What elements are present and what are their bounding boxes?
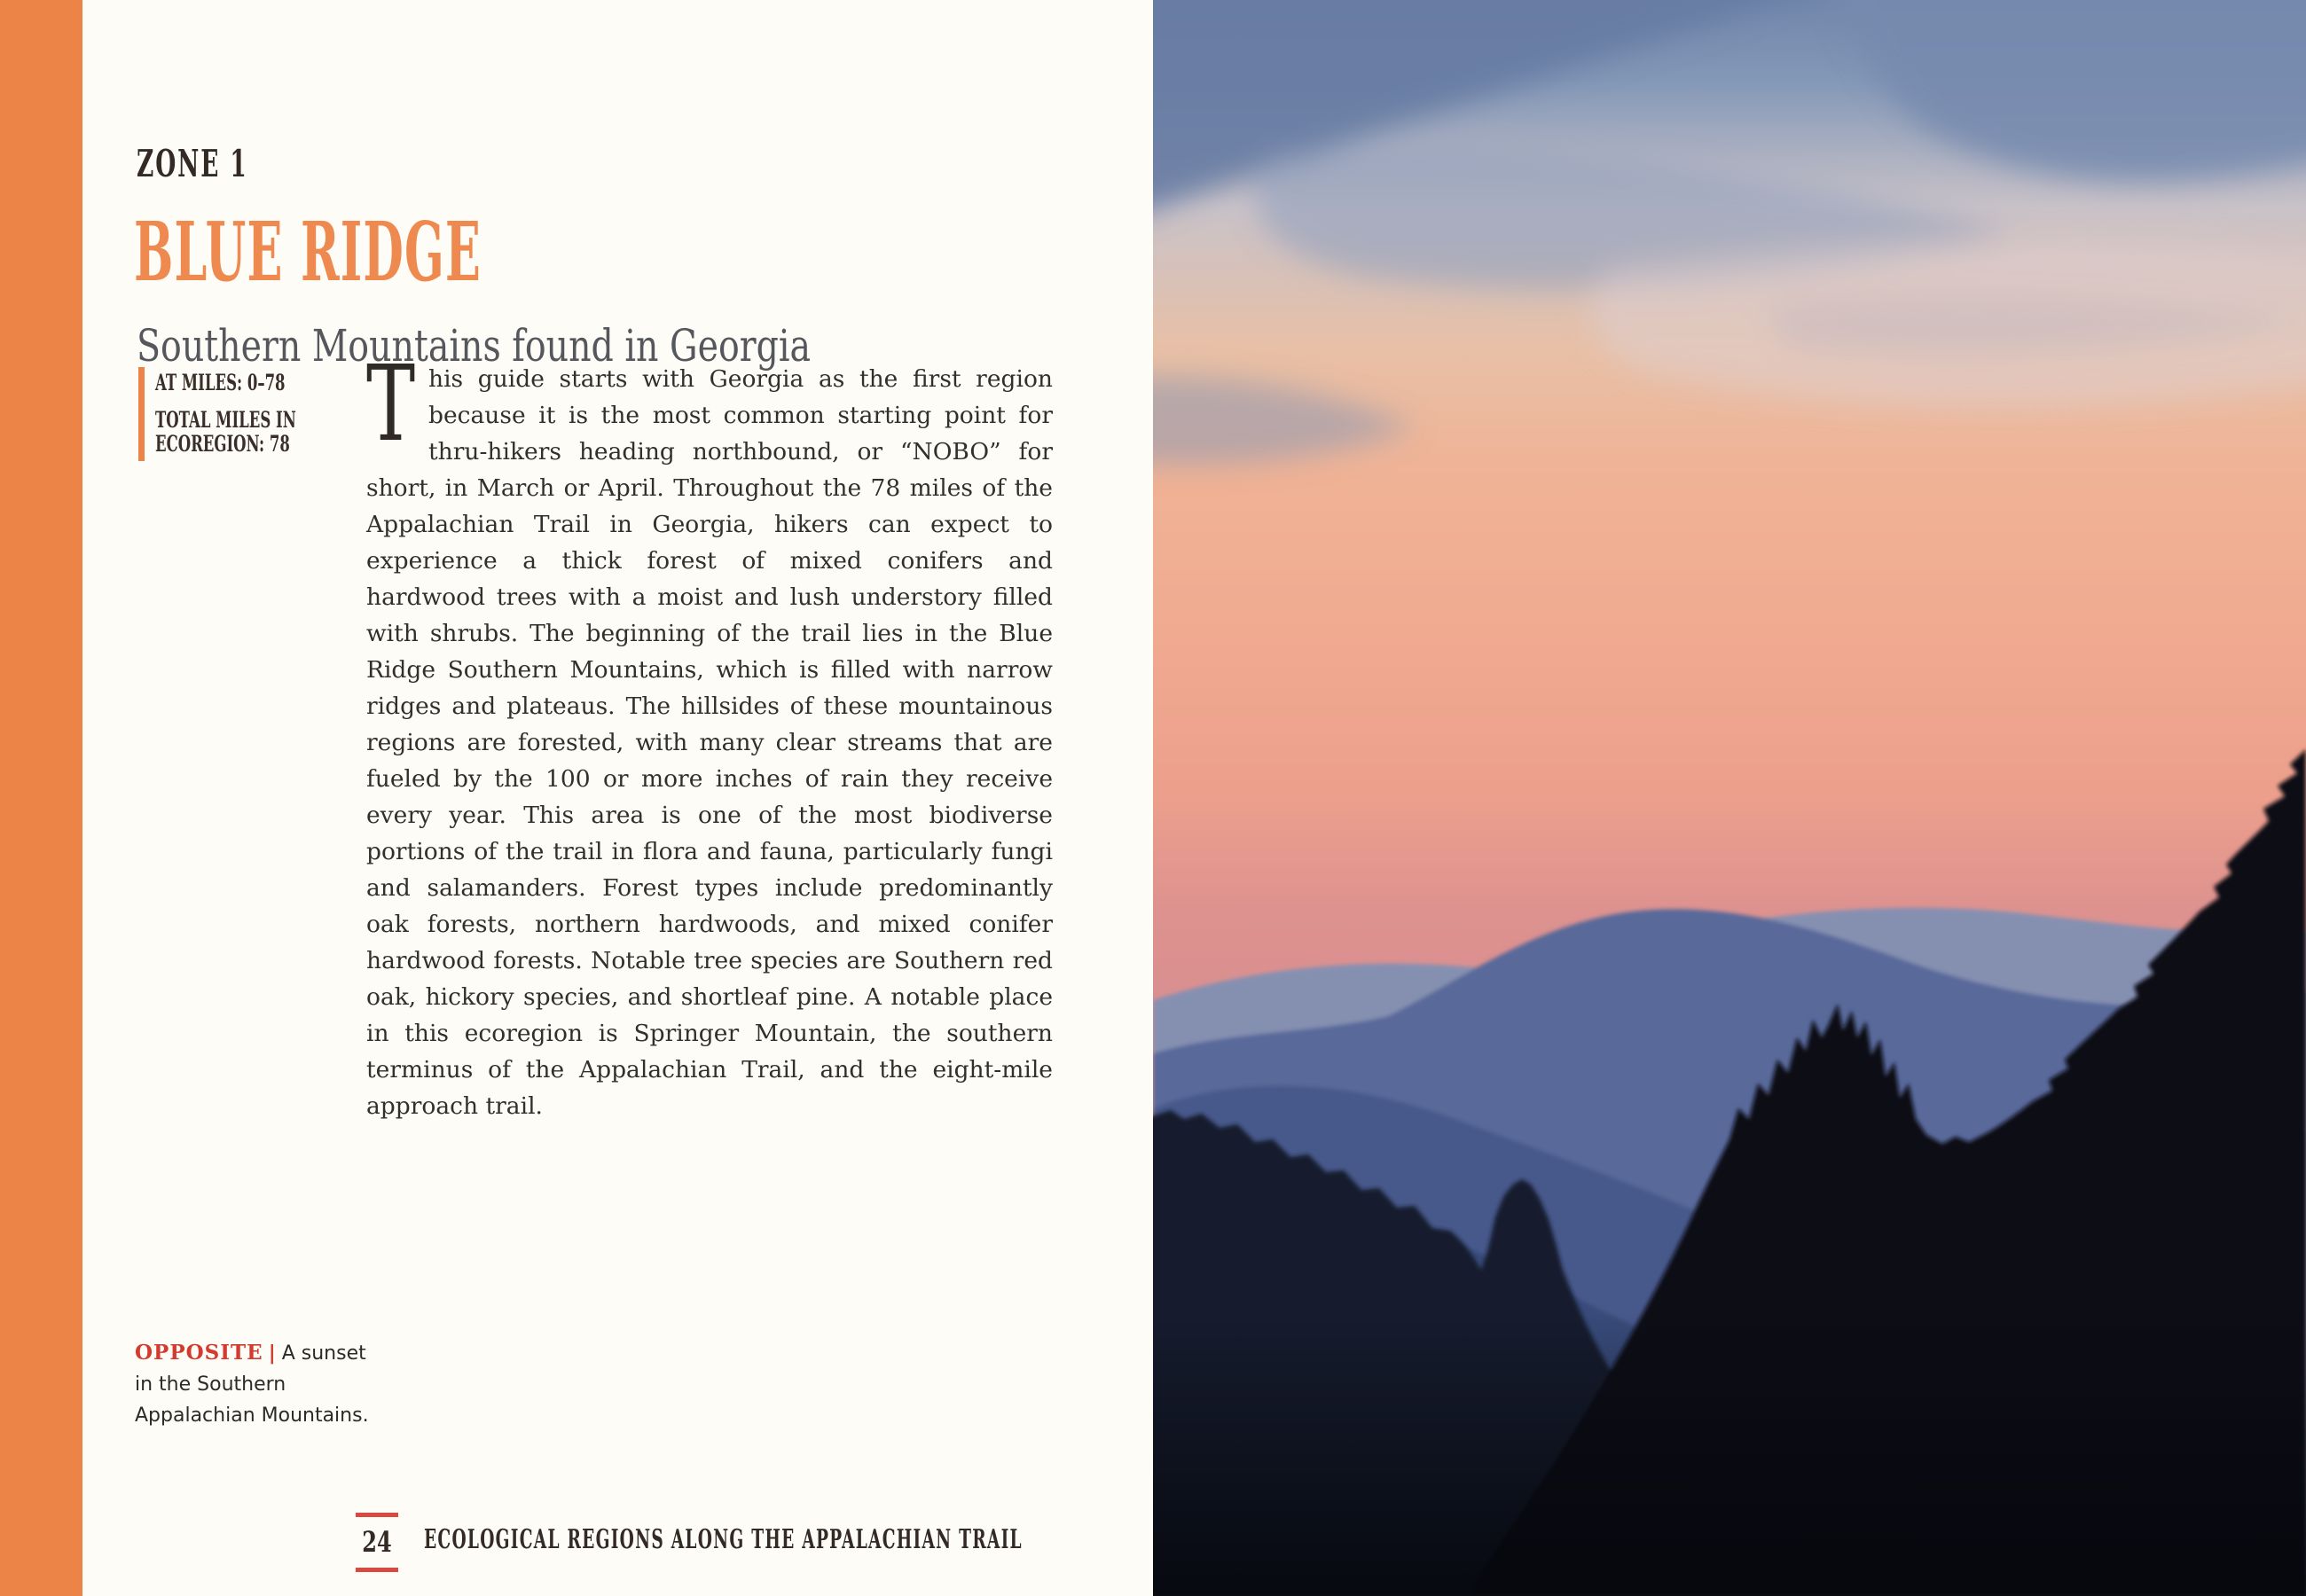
caption-text: A sunset in the Southern Appalachian Mountains. xyxy=(135,1342,369,1427)
stat-text xyxy=(155,371,286,395)
left-page xyxy=(82,0,1153,1596)
drop-cap: T xyxy=(366,342,416,465)
sunset-photo xyxy=(1153,0,2306,1596)
photo-caption xyxy=(135,1337,373,1431)
page-number-block xyxy=(355,1513,399,1572)
stat-value: 0–78 xyxy=(247,370,286,395)
stat-text xyxy=(155,408,387,456)
page-number: 24 xyxy=(362,1525,392,1559)
sunset-photo-art xyxy=(1153,0,2306,1596)
caption-separator: | xyxy=(268,1342,276,1365)
caption-tag: OPPOSITE xyxy=(135,1341,263,1365)
footer-book-title: ECOLOGICAL REGIONS ALONG THE APPALACHIAN TRAIL xyxy=(424,1524,1023,1555)
page-subtitle: Southern Mountains found in Georgia xyxy=(137,320,812,372)
bottom-vignette xyxy=(1153,1312,2306,1596)
stat-value: 78 xyxy=(269,431,290,457)
stats-block xyxy=(138,367,386,461)
stat-item xyxy=(155,408,386,456)
stat-label: TOTAL MILES IN ECOREGION: xyxy=(155,407,296,457)
stat-label: AT MILES: xyxy=(155,370,243,395)
spine-accent-stripe xyxy=(0,0,82,1596)
body-text xyxy=(366,342,1053,1124)
paragraph: his guide starts with Georgia as the first region because it is the most common starting point for thru-hikers heading northbound, or “NOBO” for short, in March or April. Throughout the 78 miles of the Appalachian Trail in Georgia, hikers can expect to experience a thick forest of mixed conifers and hardwood trees with a moist and lush understory filled with shrubs. The beginning of the trail lies in the Blue Ridge Southern Mountains, which is filled with narrow ridges and plateaus. The hillsides of these mountainous regions are forested, with many clear streams that are fueled by the 100 or more inches of rain they receive every year. This area is one of the most biodiverse portions of the trail in flora and fauna, particularly fungi and salamanders. Forest types include predominantly oak forests, northern hardwoods, and mixed conifer hardwood forests. Notable tree species are Southern red oak, hickory species, and shortleaf pine. A notable place in this ecoregion is Springer Mountain, the southern terminus of the Appalachian Trail, and the eight-mile approach trail. xyxy=(366,365,1053,1120)
zone-label: ZONE 1 xyxy=(137,142,248,185)
stat-item xyxy=(155,371,386,395)
page-number-rule-bottom xyxy=(356,1568,398,1572)
page-title: BLUE RIDGE xyxy=(134,204,482,300)
